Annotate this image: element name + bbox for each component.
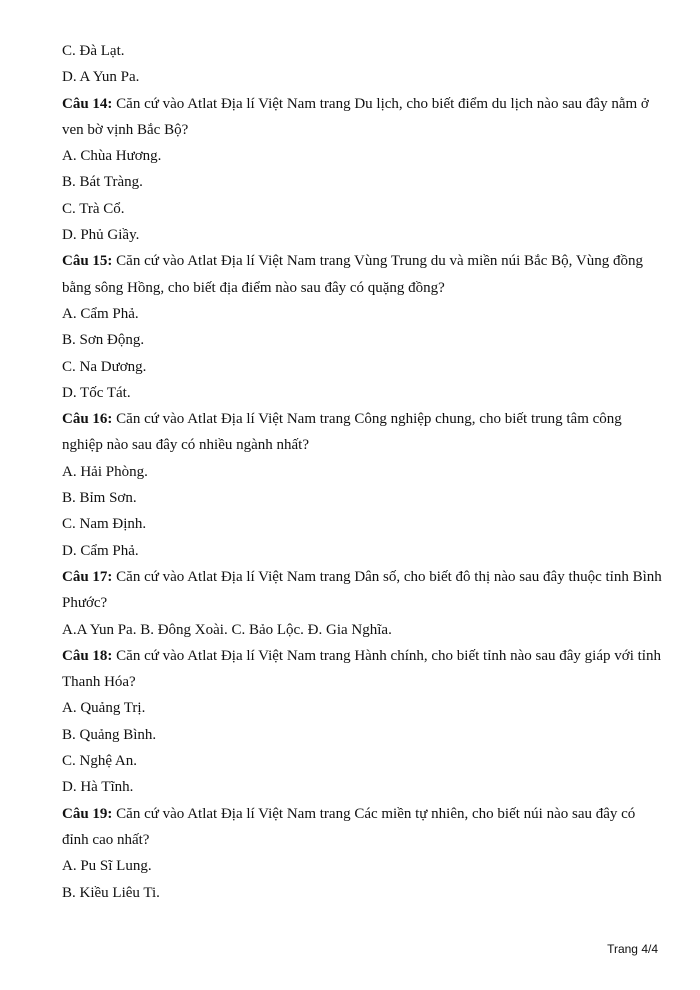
option-line: C. Nam Định.	[62, 516, 147, 533]
option-line: B. Bỉm Sơn.	[62, 490, 137, 507]
option-line: A. Cẩm Phả.	[62, 305, 139, 322]
question-14	[62, 91, 662, 249]
option-line: A.A Yun Pa. B. Đông Xoài. C. Bảo Lộc. Đ. Gia Nghĩa.	[62, 621, 392, 638]
page-number: Trang 4/4	[607, 942, 658, 956]
question-text: Căn cứ vào Atlat Địa lí Việt Nam trang Công nghiệp chung, cho biết trung tâm công nghiệp nào sau đây có nhiều ngành nhất?	[62, 411, 622, 454]
option-line: B. Bát Tràng.	[62, 174, 143, 191]
question-label: Câu 16:	[62, 411, 113, 428]
option-line: A. Hải Phòng.	[62, 463, 148, 480]
question-text: Căn cứ vào Atlat Địa lí Việt Nam trang Hành chính, cho biết tỉnh nào sau đây giáp với tỉnh Thanh Hóa?	[62, 647, 661, 691]
question-text: Căn cứ vào Atlat Địa lí Việt Nam trang Du lịch, cho biết điểm du lịch nào sau đây nằm ở ven bờ vịnh Bắc Bộ?	[62, 95, 649, 138]
question-18	[62, 643, 662, 801]
question-label: Câu 18:	[62, 647, 113, 664]
question-16	[62, 406, 662, 564]
option-line: D. Cẩm Phả.	[62, 542, 139, 559]
option-line: A. Chùa Hương.	[62, 148, 162, 165]
option-line: B. Quảng Bình.	[62, 726, 157, 743]
option-line: A. Pu Sĩ Lung.	[62, 858, 152, 875]
option-line: C. Nghệ An.	[62, 753, 137, 770]
question-label: Câu 14:	[62, 95, 113, 112]
question-label: Câu 15:	[62, 253, 113, 270]
option-line: D. Phủ Giầy.	[62, 227, 140, 244]
question-label: Câu 19:	[62, 805, 113, 822]
question-15	[62, 248, 662, 406]
question-17	[62, 564, 662, 643]
question-label: Câu 17:	[62, 568, 113, 585]
option-line: D. Hà Tĩnh.	[62, 779, 134, 796]
question-text: Căn cứ vào Atlat Địa lí Việt Nam trang Dân số, cho biết đô thị nào sau đây thuộc tỉnh Bình Phước?	[62, 568, 662, 612]
option-line: C. Na Dương.	[62, 358, 147, 375]
option-line: B. Sơn Động.	[62, 332, 145, 349]
question-19	[62, 801, 662, 906]
option-line: C. Đà Lạt.	[62, 43, 125, 59]
option-line: D. A Yun Pa.	[62, 69, 140, 86]
question-text: Căn cứ vào Atlat Địa lí Việt Nam trang Các miền tự nhiên, cho biết núi nào sau đây có đỉnh cao nhất?	[62, 805, 636, 848]
option-line: A. Quảng Trị.	[62, 700, 146, 717]
page-content	[62, 38, 662, 906]
question-text: Căn cứ vào Atlat Địa lí Việt Nam trang Vùng Trung du và miền núi Bắc Bộ, Vùng đồng bằng sông Hồng, cho biết địa điểm nào sau đây có quặng đồng?	[62, 253, 643, 296]
option-line: D. Tốc Tát.	[62, 384, 131, 401]
option-line: C. Trà Cổ.	[62, 200, 125, 217]
option-line: B. Kiều Liêu Ti.	[62, 884, 160, 901]
